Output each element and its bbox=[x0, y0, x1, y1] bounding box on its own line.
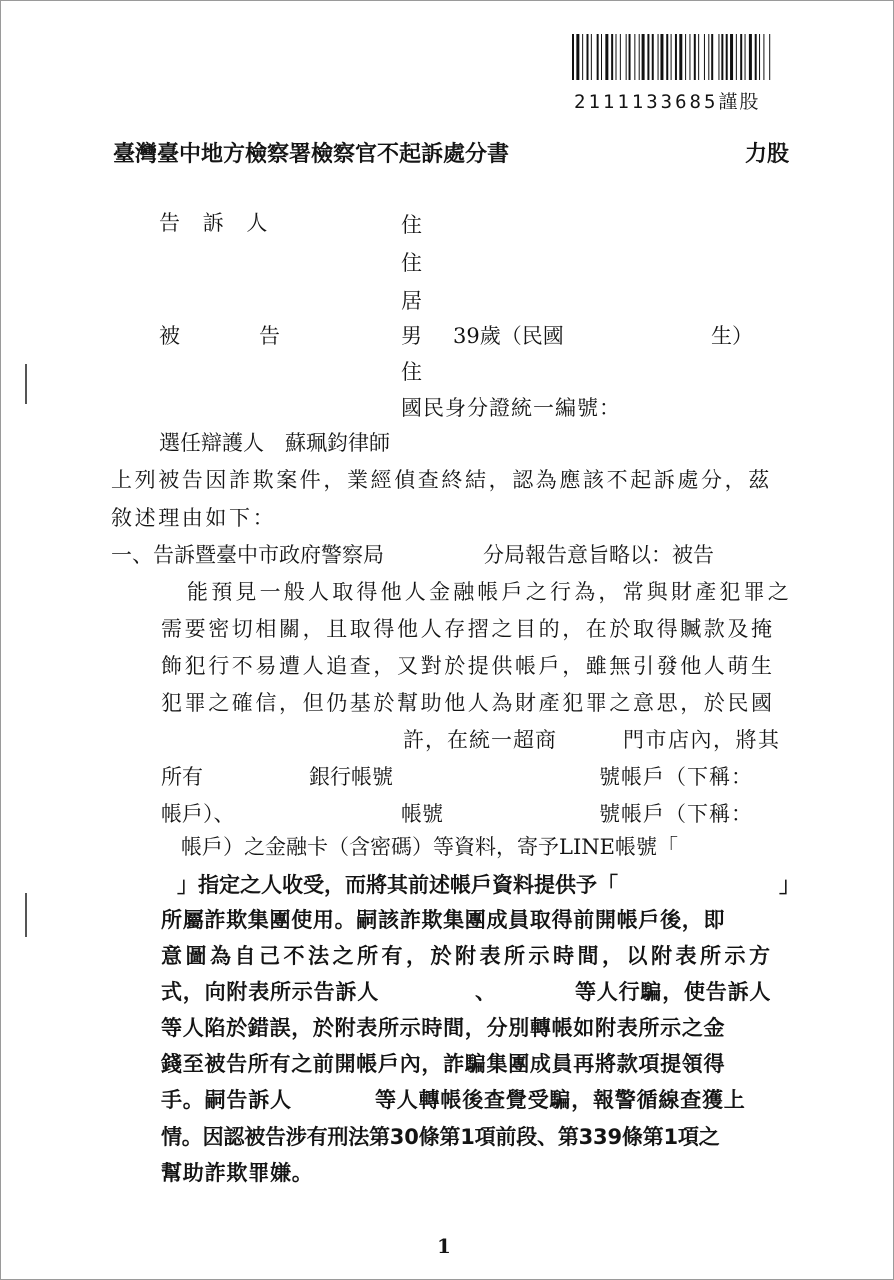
barcode-bar bbox=[708, 34, 709, 80]
barcode-bar bbox=[759, 34, 760, 80]
barcode-bar bbox=[745, 34, 746, 80]
barcode-bar bbox=[749, 34, 752, 80]
barcode-bar bbox=[597, 34, 599, 80]
barcode-bar bbox=[685, 34, 686, 80]
intro-line-1: 上列被告因詐欺案件，業經偵查終結，認為應該不起訴處分，茲 bbox=[111, 468, 772, 492]
body-line-8b: 帳號 bbox=[401, 802, 443, 826]
barcode-bar bbox=[694, 34, 696, 80]
body-line-6a: 許，在統一超商 bbox=[403, 728, 557, 752]
defendant-id-label: 國民身分證統一編號： bbox=[401, 396, 621, 420]
binding-mark bbox=[25, 893, 27, 937]
barcode-bar bbox=[730, 34, 733, 80]
intro-line-2: 敘述理由如下： bbox=[111, 506, 277, 530]
page-number: 1 bbox=[437, 1234, 451, 1258]
barcode-bar bbox=[736, 34, 737, 80]
body-line-13c: 等人行騙，使告訴人 bbox=[575, 980, 772, 1004]
body-line-7c: 號帳戶（下稱： bbox=[599, 765, 753, 789]
barcode-bar bbox=[675, 34, 677, 80]
unit-label: 謹股 bbox=[718, 91, 761, 113]
body-line-8c: 號帳戶（下稱： bbox=[599, 802, 753, 826]
document-title: 臺灣臺中地方檢察署檢察官不起訴處分書 bbox=[113, 142, 510, 167]
barcode-bar bbox=[572, 34, 574, 80]
body-line-14: 等人陷於錯誤，於附表所示時間，分別轉帳如附表所示之金 bbox=[161, 1016, 726, 1040]
barcode-bar bbox=[740, 34, 742, 80]
body-line-16a: 手。嗣告訴人 bbox=[161, 1088, 292, 1112]
barcode-bar bbox=[587, 34, 589, 80]
body-line-10b: 」 bbox=[779, 873, 800, 897]
body-line-7a: 所有 bbox=[161, 765, 203, 789]
body-line-13b: 、 bbox=[475, 980, 496, 1004]
body-line-12: 意圖為自己不法之所有，於附表所示時間，以附表所示方 bbox=[161, 944, 774, 968]
barcode-bar bbox=[591, 34, 592, 80]
defense-counsel: 選任辯護人 蘇珮鈞律師 bbox=[159, 431, 390, 455]
barcode-bar bbox=[671, 34, 672, 80]
barcode-bar bbox=[611, 34, 613, 80]
section-label: 力股 bbox=[745, 142, 790, 167]
barcode-bar bbox=[601, 34, 602, 80]
body-line-4: 飾犯行不易遭人追查，又對於提供帳戶，雖無引發他人萌生 bbox=[161, 654, 775, 678]
barcode-bar bbox=[704, 34, 705, 80]
body-line-8a: 帳戶）、 bbox=[161, 802, 235, 826]
barcode-bar bbox=[626, 34, 627, 80]
barcode-bar bbox=[666, 34, 668, 80]
defendant-born: 生） bbox=[711, 324, 753, 348]
barcode-bar bbox=[576, 34, 579, 80]
barcode-bar bbox=[718, 34, 719, 80]
barcode-label bbox=[574, 87, 760, 114]
barcode-bar bbox=[620, 34, 621, 80]
barcode-bar bbox=[647, 34, 649, 80]
defendant-label: 被 告 bbox=[159, 324, 284, 348]
defendant-sex: 男 bbox=[401, 324, 422, 348]
barcode-bar bbox=[660, 34, 663, 80]
complainant-address-2: 住 bbox=[401, 251, 422, 275]
barcode-bar bbox=[634, 34, 635, 80]
barcode-bar bbox=[639, 34, 640, 80]
barcode-bar bbox=[711, 34, 713, 80]
barcode-bar bbox=[721, 34, 723, 80]
body-line-13a: 式，向附表所示告訴人 bbox=[161, 980, 379, 1004]
complainant-address-1: 住 bbox=[401, 213, 422, 237]
body-line-5: 犯罪之確信，但仍基於幫助他人為財產犯罪之意思，於民國 bbox=[161, 691, 775, 715]
body-line-11: 所屬詐欺集團使用。嗣該詐欺集團成員取得前開帳戶後，即 bbox=[161, 908, 726, 932]
body-line-2: 能預見一般人取得他人金融帳戶之行為，常與財產犯罪之 bbox=[187, 580, 792, 604]
barcode-bar bbox=[652, 34, 654, 80]
body-line-1b: 分局報告意旨略以：被告 bbox=[483, 543, 714, 567]
body-line-15: 錢至被告所有之前開帳戶內，詐騙集團成員再將款項提領得 bbox=[161, 1052, 726, 1076]
binding-mark bbox=[25, 364, 27, 404]
complainant-label: 告 訴 人 bbox=[159, 211, 276, 235]
body-line-10a: 」指定之人收受，而將其前述帳戶資料提供予「 bbox=[177, 873, 618, 897]
body-line-1a: 一、告訴暨臺中市政府警察局 bbox=[111, 543, 384, 567]
barcode-bar bbox=[605, 34, 608, 80]
barcode-bar bbox=[679, 34, 682, 80]
barcode-bar bbox=[763, 34, 764, 80]
barcode-bar bbox=[689, 34, 690, 80]
barcode-bar bbox=[582, 34, 583, 80]
body-line-17: 情。因認被告涉有刑法第30條第1項前段、第339條第1項之 bbox=[161, 1125, 720, 1149]
barcode-bar bbox=[658, 34, 659, 80]
barcode-bar bbox=[755, 34, 757, 80]
barcode bbox=[572, 34, 844, 80]
barcode-number: 2111133685 bbox=[574, 91, 719, 113]
body-line-16b: 等人轉帳後查覺受騙，報警循線查獲上 bbox=[375, 1088, 746, 1112]
defendant-address: 住 bbox=[401, 360, 422, 384]
body-line-3: 需要密切相關，且取得他人存摺之目的，在於取得贓款及掩 bbox=[161, 617, 775, 641]
defendant-age: 39歲（民國 bbox=[453, 324, 564, 348]
barcode-bar bbox=[769, 34, 770, 80]
body-line-7b: 銀行帳號 bbox=[309, 765, 393, 789]
barcode-bar bbox=[726, 34, 728, 80]
barcode-bar bbox=[642, 34, 645, 80]
barcode-bar bbox=[616, 34, 617, 80]
body-line-6b: 門市店內，將其 bbox=[623, 728, 781, 752]
barcode-bar bbox=[629, 34, 631, 80]
body-line-9: 帳戶）之金融卡（含密碼）等資料，寄予LINE帳號「 bbox=[181, 835, 678, 859]
complainant-address-3: 居 bbox=[401, 289, 422, 313]
barcode-bar bbox=[698, 34, 699, 80]
body-line-18: 幫助詐欺罪嫌。 bbox=[161, 1161, 314, 1185]
